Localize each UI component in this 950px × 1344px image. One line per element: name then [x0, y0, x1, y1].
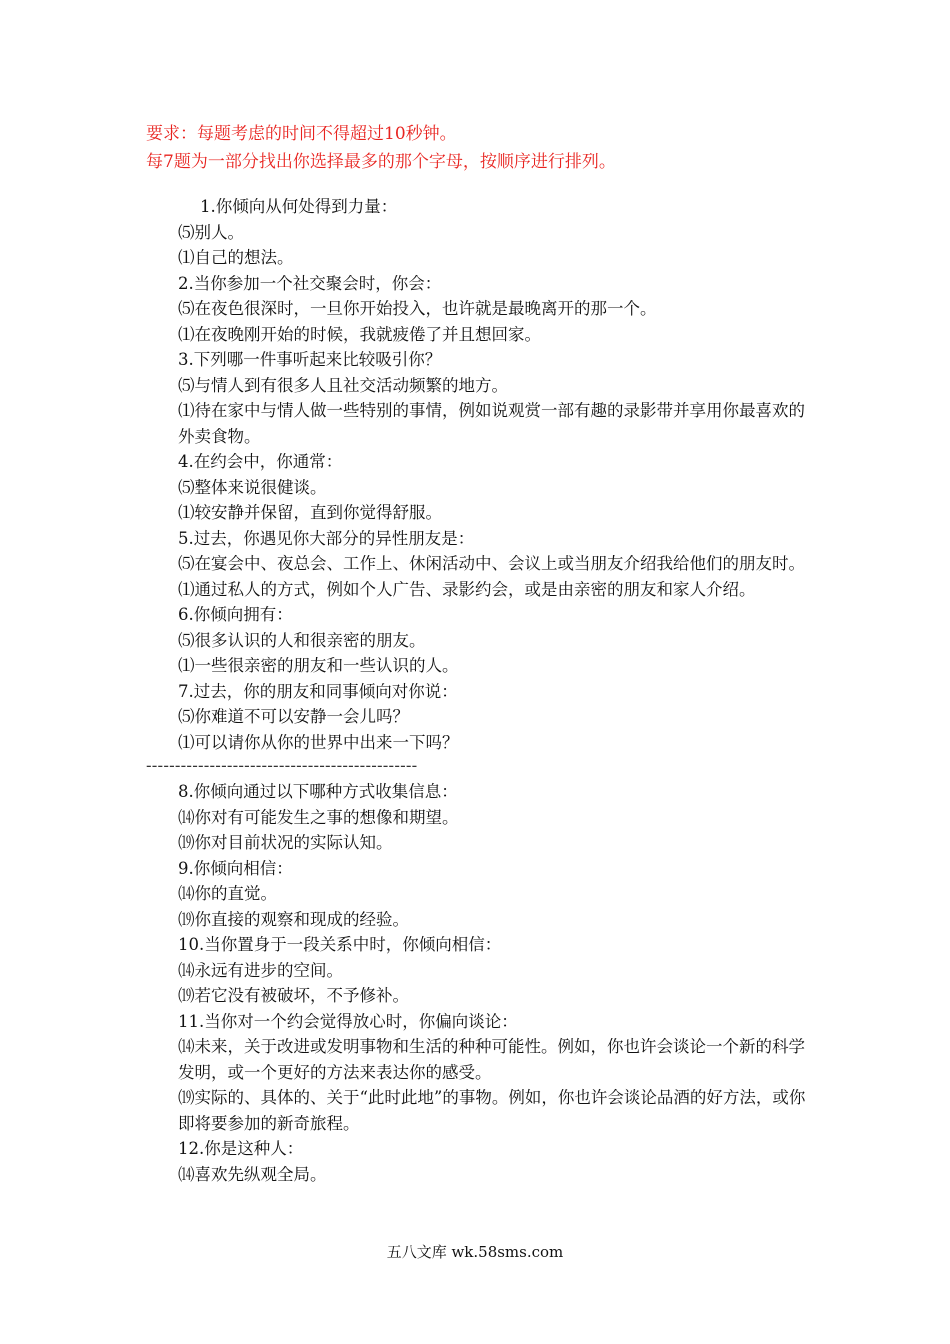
option-e: ⑸很多认识的人和很亲密的朋友。 — [178, 630, 426, 650]
requirement-line-2: 每7题为一部分找出你选择最多的那个字母，按顺序进行排列。 — [146, 152, 616, 172]
option-s: ⒆你直接的观察和现成的经验。 — [178, 909, 409, 929]
option-s: ⒆若它没有被破坏，不予修补。 — [178, 986, 409, 1005]
option-n: ⒁你对有可能发生之事的想像和期望。 — [178, 807, 459, 827]
question-12: 12.你是这种人： — [178, 1139, 304, 1158]
question-11: 11.当你对一个约会觉得放心时，你偏向谈论： — [178, 1011, 518, 1031]
option-e: ⑸你难道不可以安静一会儿吗？ — [178, 707, 409, 726]
question-3: 3.下列哪一件事听起来比较吸引你？ — [178, 350, 442, 369]
questionnaire-body — [146, 194, 806, 1187]
option-i: ⑴在夜晚刚开始的时候，我就疲倦了并且想回家。 — [178, 324, 541, 344]
option-s: ⒆实际的、具体的、关于“此时此地”的事物。例如，你也许会谈论品酒的好方法，或你即将要参加的新奇旅程。 — [178, 1088, 806, 1133]
question-5: 5.过去，你遇见你大部分的异性朋友是： — [178, 528, 475, 548]
option-i: ⑴通过私人的方式，例如个人广告、录影约会，或是由亲密的朋友和家人介绍。 — [178, 579, 756, 599]
option-i: ⑴较安静并保留，直到你觉得舒服。 — [178, 503, 442, 522]
option-e: ⑸在夜色很深时，一旦你开始投入，也许就是最晚离开的那一个。 — [178, 299, 657, 318]
footer-watermark: 五八文库 wk.58sms.com — [386, 1243, 564, 1261]
option-e: ⑸别人。 — [178, 222, 244, 242]
requirements-block — [146, 120, 846, 176]
option-i: ⑴自己的想法。 — [178, 248, 294, 267]
option-n: ⒁喜欢先纵观全局。 — [178, 1164, 327, 1184]
question-8: 8.你倾向通过以下哪种方式收集信息： — [178, 782, 458, 801]
question-7: 7.过去，你的朋友和同事倾向对你说： — [178, 681, 458, 701]
question-4: 4.在约会中，你通常： — [178, 452, 343, 471]
question-6: 6.你倾向拥有： — [178, 605, 293, 624]
option-s: ⒆你对目前状况的实际认知。 — [178, 833, 393, 852]
option-i: ⑴一些很亲密的朋友和一些认识的人。 — [178, 656, 459, 675]
question-2: 2.当你参加一个社交聚会时，你会： — [178, 273, 442, 293]
option-e: ⑸在宴会中、夜总会、工作上、休闲活动中、会议上或当朋友介绍我给他们的朋友时。 — [178, 554, 805, 573]
section-divider: ----------------------------------------------- — [146, 756, 418, 775]
option-e: ⑸整体来说很健谈。 — [178, 477, 327, 497]
option-n: ⒁未来，关于改进或发明事物和生活的种种可能性。例如，你也许会谈论一个新的科学发明，或一个更好的方法来表达你的感受。 — [178, 1037, 805, 1082]
option-n: ⒁你的直觉。 — [178, 884, 277, 903]
option-e: ⑸与情人到有很多人且社交活动频繁的地方。 — [178, 375, 508, 395]
option-n: ⒁永远有进步的空间。 — [178, 960, 343, 980]
option-i: ⑴待在家中与情人做一些特别的事情，例如说观赏一部有趣的录影带并享用你最喜欢的外卖食物。 — [178, 401, 805, 446]
question-10: 10.当你置身于一段关系中时，你倾向相信： — [178, 935, 502, 954]
option-i: ⑴可以请你从你的世界中出来一下吗？ — [178, 732, 459, 752]
question-1: 1.你倾向从何处得到力量： — [200, 197, 398, 216]
question-9: 9.你倾向相信： — [178, 858, 293, 878]
requirement-line-1: 要求：每题考虑的时间不得超过10秒钟。 — [146, 124, 457, 144]
